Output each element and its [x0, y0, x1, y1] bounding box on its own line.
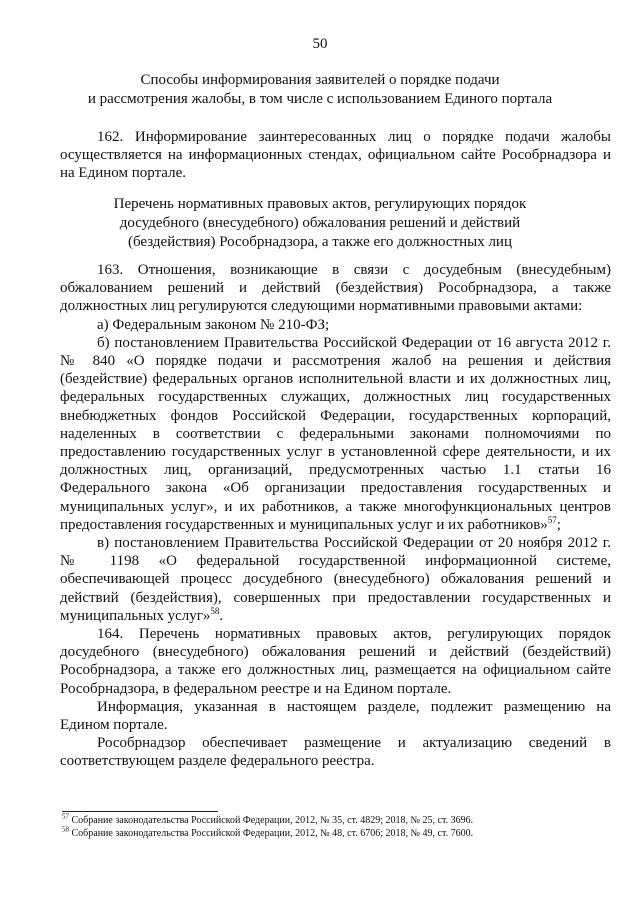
list-item-b-text: б) постановлением Правительства Российской Федерации от 16 августа 2012 г. № 840 «О порядке подачи и рассмотрения жалоб на решения и действия (бездействие) федеральных органов исполнительной власти и их должностных лиц, федеральных государственных служащих, должностных лиц государственных внебюджетных фондов Российской Федерации, государственных корпораций, наделенных в соответствии с федеральными законами полномочиями по предоставлению государственных услуг в установленной сфере деятельности, и их должностных лиц, организаций, предусмотренных частью 1.1 статьи 16 Федерального закона «Об организации предоставления государственных и муниципальных услуг», и их работников, а также многофункциональных центров предоставления государственных и муниципальных услуг и их работников»	[60, 334, 611, 533]
footnote-ref-57: 57	[547, 514, 557, 525]
paragraph-164: 164. Перечень нормативных правовых актов, регулирующих порядок досудебного (внесудебного) обжалования решений и действий (бездействий) Рособрнадзора, а также его должностных лиц, размещается на официальном сайте Рособрнадзора, в федеральном реестре и на Едином портале.	[60, 626, 611, 697]
list-item-b-end: ;	[556, 516, 561, 533]
heading-line: досудебного (внесудебного) обжалования решений и действий	[119, 215, 521, 231]
footnote-text: Собрание законодательства Российской Федерации, 2012, № 48, ст. 6706; 2018, № 49, ст. 7600.	[71, 827, 474, 839]
footnote-ref-58: 58	[210, 605, 220, 616]
footnotes	[62, 812, 602, 840]
paragraph-163: 163. Отношения, возникающие в связи с досудебным (внесудебным) обжалованием решений и действий (бездействия) Рособрнадзора, а также должностных лиц регулируются следующими нормативными правовыми актами:	[60, 262, 611, 315]
heading-line: и рассмотрения жалобы, в том числе с использованием Единого портала	[87, 91, 553, 107]
list-item-a: а) Федеральным законом № 210-ФЗ;	[97, 316, 330, 333]
heading-line: Способы информирования заявителей о порядке подачи	[140, 72, 500, 88]
list-item-v-end: .	[219, 607, 224, 624]
section-heading-legal-acts	[60, 195, 580, 252]
paragraph-info: Информация, указанная в настоящем разделе, подлежит размещению на Едином портале.	[60, 698, 611, 734]
paragraph-rosobrnadzor: Рособрнадзор обеспечивает размещение и актуализацию сведений в соответствующем разделе федерального реестра.	[60, 735, 611, 770]
footnote-57	[62, 812, 602, 828]
section-heading-informing	[60, 71, 580, 109]
list-item-b	[60, 334, 611, 534]
footnote-divider	[62, 811, 218, 812]
footnote-number: 57	[62, 812, 69, 821]
list-item-v-text: в) постановлением Правительства Российской Федерации от 20 ноября 2012 г. № 1198 «О федеральной государственной информационной системе, обеспечивающей процесс досудебного (внесудебного) обжалования решений и действий (бездействия), совершенных при предоставлении государственных и муниципальных услуг»	[60, 535, 611, 624]
heading-line: (бездействия) Рособрнадзора, а также его должностных лиц	[128, 234, 512, 250]
list-item-v	[60, 534, 611, 625]
paragraph-162: 162. Информирование заинтересованных лиц о порядке подачи жалобы осуществляется на информационных стендах, официальном сайте Рособрнадзора и на Едином портале.	[60, 129, 611, 182]
paragraph-block-163	[60, 261, 611, 771]
footnote-58	[62, 825, 602, 841]
page-number: 50	[312, 36, 328, 52]
footnote-number: 58	[62, 825, 69, 834]
footnote-text: Собрание законодательства Российской Федерации, 2012, № 35, ст. 4829; 2018, № 25, ст. 3696.	[71, 815, 474, 826]
heading-line: Перечень нормативных правовых актов, регулирующих порядок	[113, 196, 527, 212]
paragraph-block-162	[60, 128, 611, 183]
